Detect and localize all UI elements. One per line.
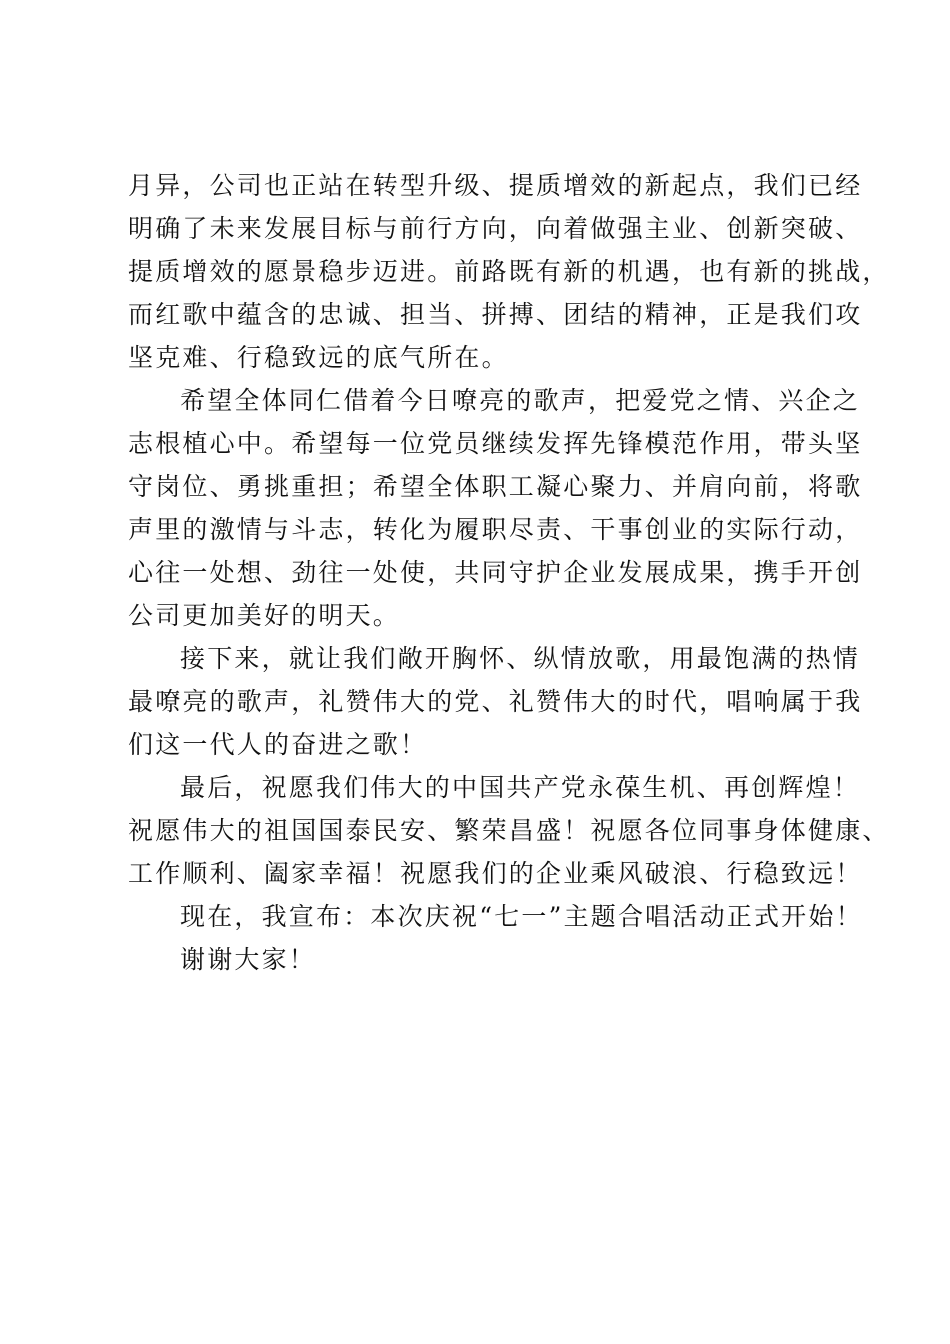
text-line: 志根植心中。希望每一位党员继续发挥先锋模范作用，带头坚 (128, 429, 863, 458)
text-line: 提质增效的愿景稳步迈进。前路既有新的机遇，也有新的挑战， (128, 257, 890, 286)
text-line: 月异，公司也正站在转型升级、提质增效的新起点，我们已经 (128, 171, 863, 200)
text-line: 公司更加美好的明天。 (128, 601, 401, 630)
text-line: 声里的激情与斗志，转化为履职尽责、干事创业的实际行动， (128, 515, 863, 544)
document-body (128, 164, 890, 981)
text-line: 而红歌中蕴含的忠诚、担当、拼搏、团结的精神，正是我们攻 (128, 300, 863, 329)
text-line: 守岗位、勇挑重担；希望全体职工凝心聚力、并肩向前，将歌 (128, 472, 863, 501)
text-line: 们这一代人的奋进之歌！ (128, 730, 428, 759)
text-line: 最后，祝愿我们伟大的中国共产党永葆生机、再创辉煌！ (180, 773, 861, 802)
text-line: 希望全体同仁借着今日嘹亮的歌声，把爱党之情、兴企之 (180, 386, 861, 415)
text-line: 坚克难、行稳致远的底气所在。 (128, 343, 509, 372)
text-line: 谢谢大家！ (180, 945, 317, 974)
text-line: 工作顺利、阖家幸福！祝愿我们的企业乘风破浪、行稳致远！ (128, 859, 863, 888)
text-line: 祝愿伟大的祖国国泰民安、繁荣昌盛！祝愿各位同事身体健康、 (128, 816, 890, 845)
text-line: 心往一处想、劲往一处使，共同守护企业发展成果，携手开创 (128, 558, 863, 587)
text-line: 现在，我宣布：本次庆祝“七一”主题合唱活动正式开始！ (180, 902, 863, 931)
text-line: 明确了未来发展目标与前行方向，向着做强主业、创新突破、 (128, 214, 863, 243)
text-line: 接下来，就让我们敞开胸怀、纵情放歌，用最饱满的热情 (180, 644, 861, 673)
text-line: 最嘹亮的歌声，礼赞伟大的党、礼赞伟大的时代，唱响属于我 (128, 687, 863, 716)
